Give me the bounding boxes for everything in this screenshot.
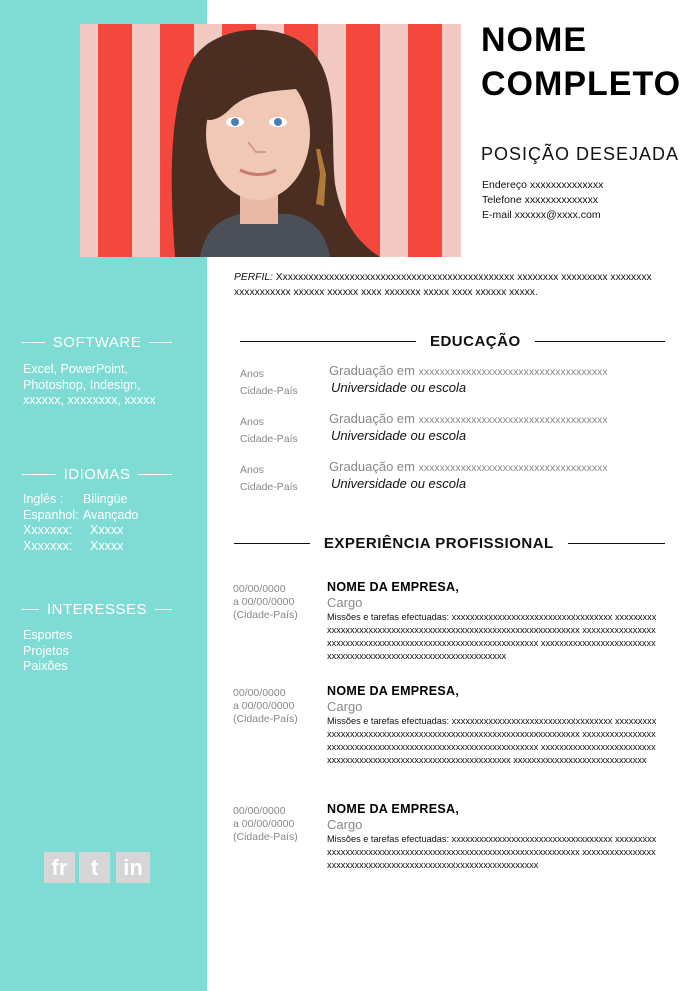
experience-title: EXPERIÊNCIA PROFISSIONAL [323, 534, 554, 552]
date-from: 00/00/0000 [233, 687, 286, 699]
heading-rule [22, 474, 56, 475]
software-heading [22, 332, 172, 352]
language-level: Avançado [83, 507, 139, 522]
profile-label: PERFIL: [234, 272, 273, 283]
heading-rule [234, 543, 310, 544]
heading-rule [22, 609, 39, 610]
experience-body [327, 684, 657, 767]
experience-meta [233, 805, 298, 844]
heading-rule [535, 341, 665, 342]
language-level: Xxxxx [90, 523, 124, 537]
email-line: E-mail xxxxxx@xxxx.com [482, 209, 601, 221]
experience-body [327, 802, 657, 872]
company-name: NOME DA EMPRESA, [327, 684, 460, 698]
interests-list [23, 628, 72, 675]
experience-meta [233, 687, 298, 726]
heading-rule [138, 474, 172, 475]
date-to: a 00/00/0000 [233, 700, 295, 712]
heading-rule [568, 543, 665, 544]
software-line: Photoshop, Indesign, [23, 377, 141, 392]
linkedin-icon[interactable]: in [116, 852, 150, 883]
software-line: xxxxxx, xxxxxxxx, xxxxx [23, 393, 156, 407]
profile-text: Xxxxxxxxxxxxxxxxxxxxxxxxxxxxxxxxxxxxxxxxxxxxxx xxxxxxxx xxxxxxxxx xxxxxxxx xxxxxxxxxxx xxxxxx xxxxxx xxxx xxxxxxx xxxxx xxxx xxxxxx xxxxx. [234, 272, 652, 298]
name-line-2: COMPLETO [481, 65, 682, 103]
company-name: NOME DA EMPRESA, [327, 580, 460, 594]
software-list [23, 362, 156, 409]
languages-list [23, 492, 138, 554]
education-school: Universidade ou escola [331, 380, 467, 395]
degree-prefix: Graduação em [329, 363, 419, 378]
facebook-icon[interactable]: fr [44, 852, 75, 883]
job-tasks: Missões e tarefas efectuadas: xxxxxxxxxxxxxxxxxxxxxxxxxxxxxxxxxxx xxxxxxxxxxxxxxxxxxxxxxxxxxxxxxxxxxxxxxxxxxxxxxxxxxxxxxxxxxxxxxxx xxxxxxxxxxxxxxxxxxxxxxxxxxxxxxxxxxxxxxxxxxxxxxxxxxxxxxxxxxxxxx [327, 834, 657, 870]
degree-text: xxxxxxxxxxxxxxxxxxxxxxxxxxxxxxxxxxxx [418, 414, 608, 426]
experience-body [327, 580, 657, 663]
job-tasks: Missões e tarefas efectuadas: xxxxxxxxxxxxxxxxxxxxxxxxxxxxxxxxxxx xxxxxxxxxxxxxxxxxxxxxxxxxxxxxxxxxxxxxxxxxxxxxxxxxxxxxxxxxxxxxxxx xxxxxxxxxxxxxxxxxxxxxxxxxxxxxxxxxxxxxxxxxxxxxxxxxxxxxxxxxxxxxx xxxxxxxxxxxxxxxxxxxxxxxxxxxxxxxxxxxxxxxxxxxxxxxxxxxxxxxxxxxxxxxxx xxxxxxxxxxxxxxxxxxxxxxxxxxxxx [327, 716, 657, 765]
education-years: Anos [240, 416, 264, 428]
desired-position: POSIÇÃO DESEJADA [481, 144, 680, 164]
education-degree [329, 411, 608, 426]
date-from: 00/00/0000 [233, 583, 286, 595]
profile-summary [234, 270, 654, 300]
date-to: a 00/00/0000 [233, 818, 295, 830]
date-from: 00/00/0000 [233, 805, 286, 817]
education-meta [240, 462, 298, 496]
degree-prefix: Graduação em [329, 459, 419, 474]
phone-line: Telefone xxxxxxxxxxxxxx [482, 194, 599, 206]
experience-place: (Cidade-País) [233, 831, 298, 843]
degree-text: xxxxxxxxxxxxxxxxxxxxxxxxxxxxxxxxxxxx [418, 366, 608, 378]
interest-item: Paixões [23, 659, 68, 673]
experience-place: (Cidade-País) [233, 609, 298, 621]
language-level: Bilingüe [83, 492, 128, 506]
education-school: Universidade ou escola [331, 428, 467, 443]
name-line-1: NOME [481, 21, 587, 59]
profile-photo [80, 24, 461, 257]
language-level: Xxxxx [90, 538, 124, 553]
language-row [23, 508, 138, 524]
language-name: Inglês : [23, 492, 64, 506]
education-meta [240, 414, 298, 448]
heading-rule [149, 342, 172, 343]
language-name: Xxxxxxx: [23, 523, 73, 537]
interests-title: INTERESSES [46, 600, 148, 618]
full-name [481, 18, 681, 106]
address-line: Endereço xxxxxxxxxxxxxx [482, 179, 604, 191]
interest-item: Projetos [23, 643, 69, 658]
language-row [23, 492, 138, 508]
degree-text: xxxxxxxxxxxxxxxxxxxxxxxxxxxxxxxxxxxx [418, 462, 608, 474]
language-name: Espanhol: [23, 507, 79, 522]
experience-meta [233, 583, 298, 622]
contact-info [482, 178, 603, 223]
education-place: Cidade-País [240, 385, 298, 397]
education-meta [240, 366, 298, 400]
job-role: Cargo [327, 595, 363, 610]
education-years: Anos [240, 368, 264, 380]
language-name: Xxxxxxx: [23, 538, 73, 553]
heading-rule [155, 609, 172, 610]
education-degree [329, 363, 608, 378]
education-place: Cidade-País [240, 433, 298, 445]
language-row [23, 523, 138, 539]
education-place: Cidade-País [240, 481, 298, 493]
languages-title: IDIOMAS [63, 465, 131, 483]
date-to: a 00/00/0000 [233, 596, 295, 608]
heading-rule [240, 341, 416, 342]
education-years: Anos [240, 464, 264, 476]
degree-prefix: Graduação em [329, 411, 419, 426]
language-row [23, 539, 138, 555]
languages-heading [22, 464, 172, 484]
education-degree [329, 459, 608, 474]
company-name: NOME DA EMPRESA, [327, 802, 460, 816]
experience-place: (Cidade-País) [233, 713, 298, 725]
software-line: Excel, PowerPoint, [23, 362, 128, 376]
job-role: Cargo [327, 699, 363, 714]
education-title: EDUCAÇÃO [429, 332, 521, 350]
interest-item: Esportes [23, 628, 73, 642]
education-heading [240, 331, 665, 351]
twitter-icon[interactable]: t [79, 852, 110, 883]
job-tasks: Missões e tarefas efectuadas: xxxxxxxxxxxxxxxxxxxxxxxxxxxxxxxxxxx xxxxxxxxxxxxxxxxxxxxxxxxxxxxxxxxxxxxxxxxxxxxxxxxxxxxxxxxxxxxxxxx xxxxxxxxxxxxxxxxxxxxxxxxxxxxxxxxxxxxxxxxxxxxxxxxxxxxxxxxxxxxxx xxxxxxxxxxxxxxxxxxxxxxxxxxxxxxxxxxxxxxxxxxxxxxxxxxxxxxxxxxxxxxxx [327, 612, 657, 661]
software-title: SOFTWARE [52, 333, 142, 351]
heading-rule [22, 342, 45, 343]
experience-heading [234, 533, 665, 553]
interests-heading [22, 599, 172, 619]
education-school: Universidade ou escola [331, 476, 467, 491]
job-role: Cargo [327, 817, 363, 832]
